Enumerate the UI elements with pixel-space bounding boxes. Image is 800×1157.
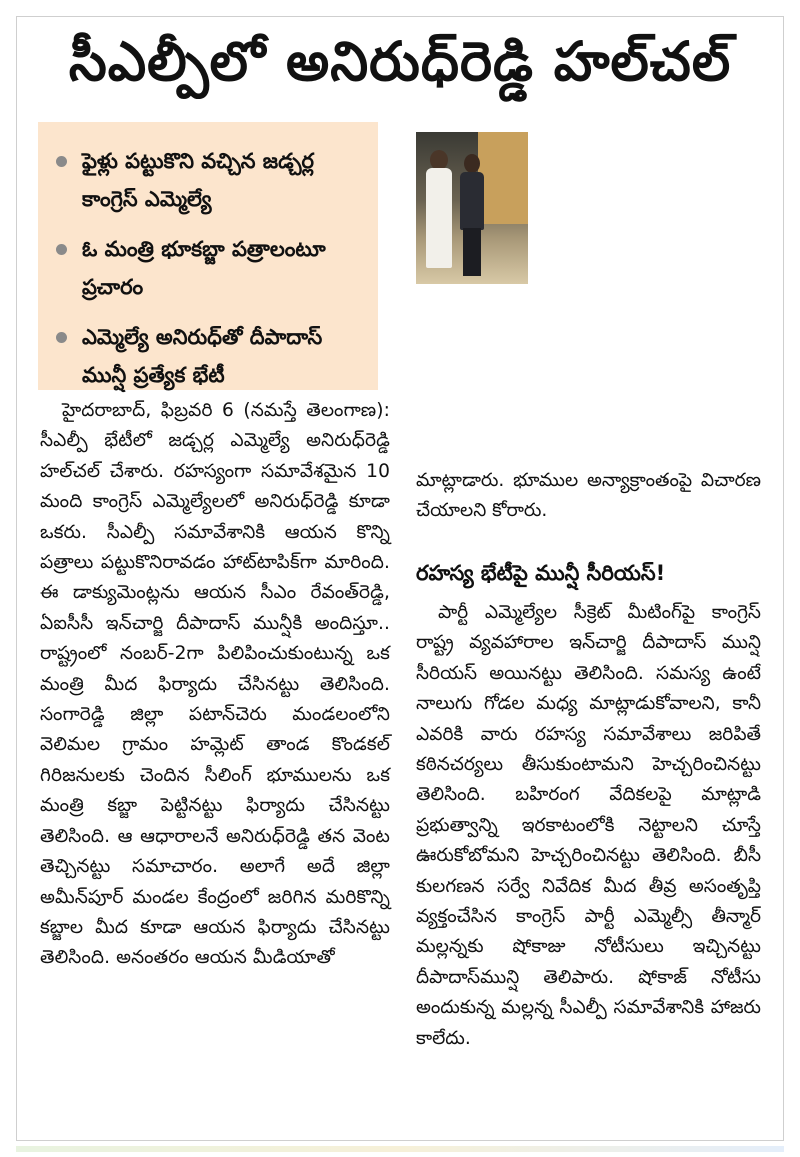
bullet-icon — [56, 332, 67, 343]
highlight-text: ఎమ్మెల్యే అనిరుధ్‌తో దీపాదాస్‌ మున్షీ ప్రత్యేక భేటీ — [82, 325, 323, 387]
article-paragraph: మాట్లాడారు. భూముల అన్యాక్రాంతంపై విచారణ చేయాలని కోరారు. — [416, 470, 761, 522]
article-column-left — [40, 396, 390, 974]
bullet-icon — [56, 156, 67, 167]
highlights-box — [38, 122, 378, 390]
article-paragraph: హైదరాబాద్‌, ఫిబ్రవరి 6 (నమస్తే తెలంగాణ): సీఎల్పీ భేటీలో జడ్చర్ల ఎమ్మెల్యే అనిరుధ్‌రెడ్డి హల్‌చల్‌ చేశారు. రహస్యంగా సమావేశమైన 10 మంది కాంగ్రెస్‌ ఎమ్మెల్యేలలో అనిరుధ్‌రెడ్డి కూడా ఒకరు. సీఎల్పీ సమావేశానికి ఆయన కొన్ని పత్రాలు పట్టుకొనిరావడం హాట్‌టాపిక్‌గా మారింది. ఈ డాక్యుమెంట్లను ఆయన సీఎం రేవంత్‌రెడ్డి, ఏఐసీసీ ఇన్‌చార్జి దీపాదాస్‌ మున్షీకి అందిస్తూ.. రాష్ట్రంలో నంబర్‌-2గా పిలిపించుకుంటున్న ఒక మంత్రి మీద ఫిర్యాదు చేసినట్టు తెలిసింది. సంగారెడ్డి జిల్లా పటాన్‌చెరు మండలంలోని వెలిమల గ్రామం హమ్లెట్‌ తాండ కొండకల్‌ గిరిజనులకు చెందిన సీలింగ్‌ భూములను ఒక మంత్రి కబ్జా పెట్టినట్టు ఫిర్యాదు చేసినట్టు తెలిసింది. ఆ ఆధారాలనే అనిరుధ్‌రెడ్డి తన వెంట తెచ్చినట్టు సమాచారం. అలాగే అదే జిల్లా అమీన్‌పూర్‌ మండల కేంద్రంలో జరిగిన మరికొన్ని కబ్జాల మీద కూడా ఆయన ఫిర్యాదు చేసినట్టు తెలిసింది. అనంతరం ఆయన మీడియాతో — [40, 400, 390, 969]
photo-background-wall — [478, 132, 528, 224]
person-head — [430, 150, 448, 170]
article-paragraph: పార్టీ ఎమ్మెల్యేల సీక్రెట్‌ మీటింగ్‌పై కాంగ్రెస్‌ రాష్ట్ర వ్యవహారాల ఇన్‌చార్జి దీపాదాస్‌ మున్షి సీరియస్‌ అయినట్టు తెలిసింది. సమస్య ఉంటే నాలుగు గోడల మధ్య మాట్లాడుకోవాలని, కానీ ఎవరికి వారు రహస్య సమావేశాలు జరిపితే కఠినచర్యలు తీసుకుంటామని హెచ్చరించినట్టు తెలిసింది. బహిరంగ వేదికలపై మాట్లాడి ప్రభుత్వాన్ని ఇరకాటంలోకి నెట్టాలని చూస్తే ఊరుకోబోమని హెచ్చరించినట్టు తెలిసింది. బీసీ కులగణన సర్వే నివేదిక మీద తీవ్ర అసంతృప్తి వ్యక్తంచేసిన కాంగ్రెస్‌ పార్టీ ఎమ్మెల్సీ తీన్మార్‌ మల్లన్నకు షోకాజు నోటీసులు ఇచ్చినట్టు దీపాదాస్‌మున్షి తెలిపారు. షోకాజ్‌ నోటీసు అందుకున్న మల్లన్న సీఎల్పీ సమావేశానికి హాజరు కాలేదు. — [416, 602, 761, 1049]
subheading: రహస్య భేటీపై మున్షీ సీరియస్‌! — [416, 561, 666, 585]
highlights-list — [56, 142, 364, 394]
bottom-strip — [16, 1146, 784, 1152]
highlight-item — [56, 318, 364, 394]
headline: సీఎల్పీలో అనిరుధ్‌రెడ్డి హల్‌చల్‌ — [68, 29, 732, 93]
article-column-right-continued — [416, 466, 761, 527]
highlight-item — [56, 142, 364, 218]
highlight-text: ఓ మంత్రి భూకబ్జా పత్రాలంటూ ప్రచారం — [82, 237, 326, 299]
news-photo — [416, 132, 528, 284]
article-column-right — [416, 598, 761, 1054]
person-head — [464, 154, 480, 173]
person-legs — [463, 228, 481, 276]
highlight-item — [56, 230, 364, 306]
highlight-text: ఫైళ్లు పట్టుకొని వచ్చిన జడ్చర్ల కాంగ్రెస్‌ ఎమ్మెల్యే — [82, 149, 314, 211]
bullet-icon — [56, 244, 67, 255]
person-in-dark-shirt — [460, 172, 484, 230]
person-in-white — [426, 168, 452, 268]
